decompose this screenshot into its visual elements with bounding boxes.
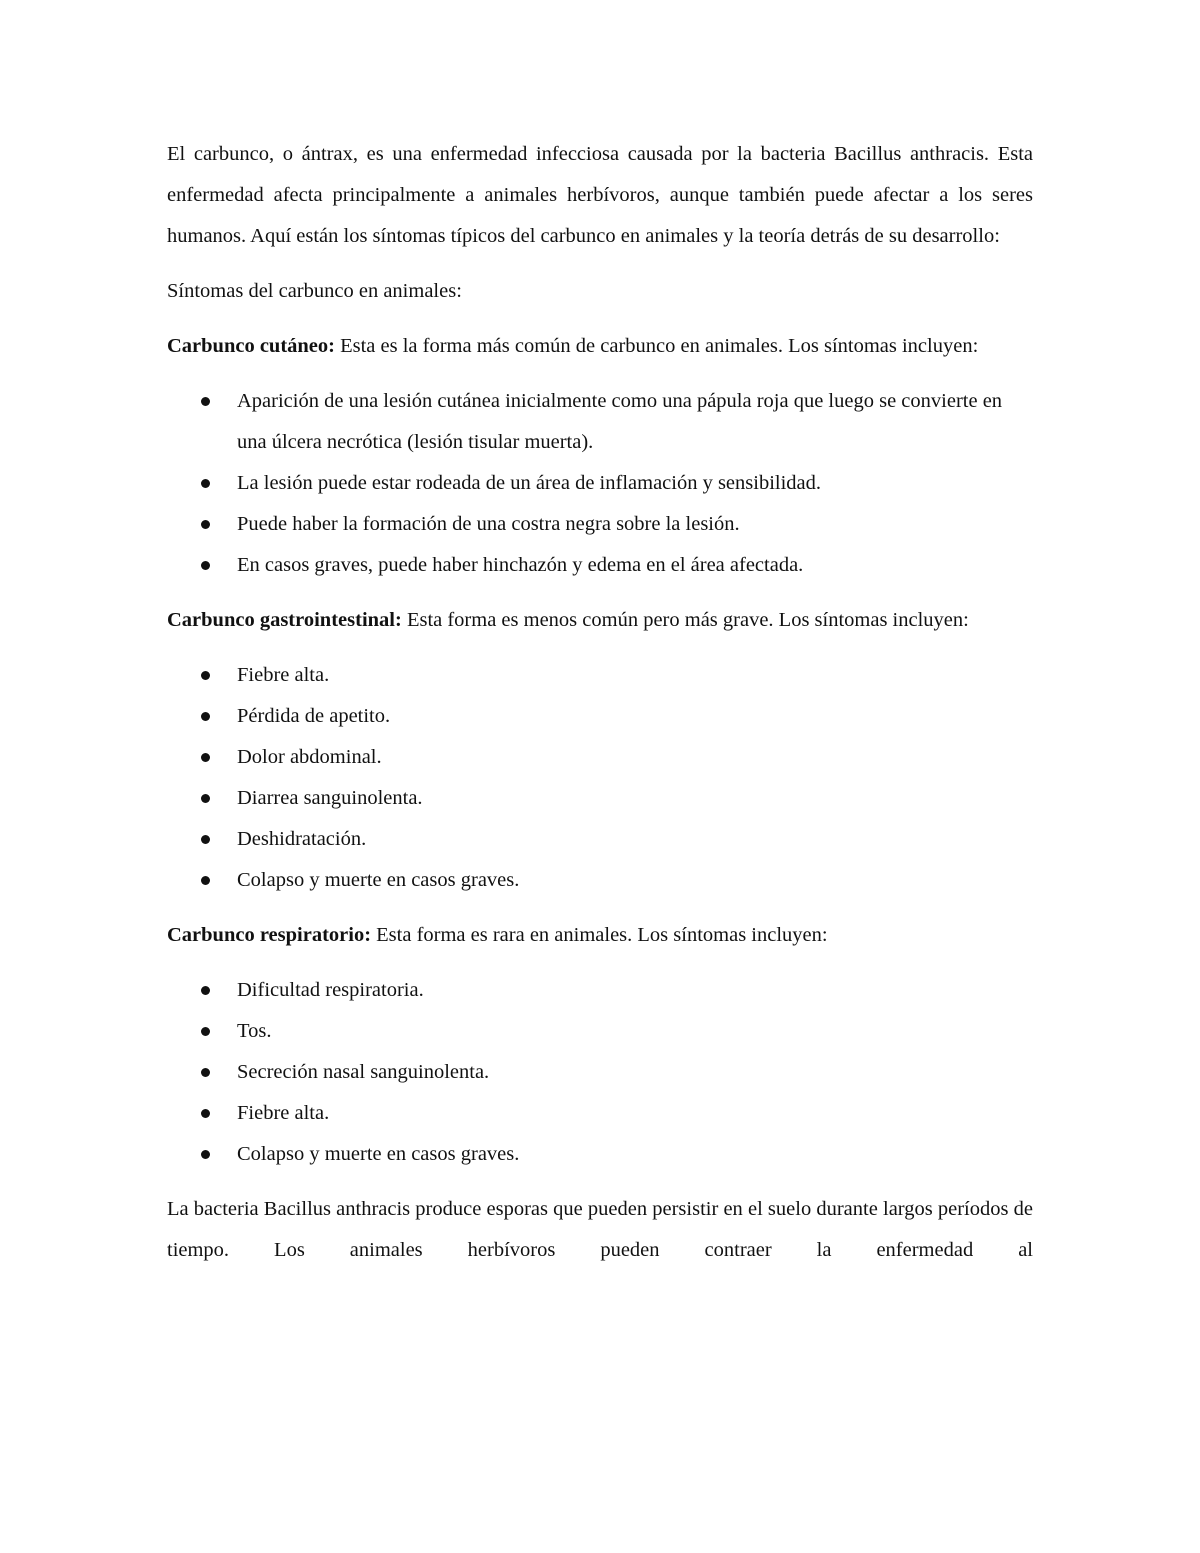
- list-item-text: La lesión puede estar rodeada de un área de inflamación y sensibilidad.: [237, 472, 822, 494]
- bullet-icon: [201, 1068, 210, 1077]
- bullet-icon: [201, 794, 210, 803]
- list-item: [167, 860, 1033, 901]
- bullet-icon: [201, 835, 210, 844]
- list-item: [167, 381, 1033, 463]
- gastro-list: [167, 655, 1033, 901]
- respiratorio-text: Esta forma es rara en animales. Los síntomas incluyen:: [371, 924, 828, 946]
- gastro-paragraph: [167, 600, 1033, 641]
- list-item: [167, 737, 1033, 778]
- list-item: [167, 463, 1033, 504]
- bullet-icon: [201, 561, 210, 570]
- bullet-icon: [201, 712, 210, 721]
- cutaneo-text: Esta es la forma más común de carbunco en animales. Los síntomas incluyen:: [334, 335, 979, 357]
- closing-paragraph: La bacteria Bacillus anthracis produce esporas que pueden persistir en el suelo durante largos períodos de tiempo. Los animales herbívoros pueden contraer la enfermedad al: [167, 1198, 1033, 1261]
- list-item: [167, 778, 1033, 819]
- list-item: [167, 545, 1033, 586]
- cutaneo-paragraph: [167, 326, 1033, 367]
- list-item-text: En casos graves, puede haber hinchazón y edema en el área afectada.: [237, 554, 804, 576]
- list-item: [167, 696, 1033, 737]
- respiratorio-paragraph: [167, 915, 1033, 956]
- gastro-text: Esta forma es menos común pero más grave. Los síntomas incluyen:: [401, 609, 969, 631]
- cutaneo-list: [167, 381, 1033, 586]
- list-item-text: Dificultad respiratoria.: [237, 979, 424, 1001]
- list-item-text: Diarrea sanguinolenta.: [237, 787, 423, 809]
- list-item-text: Aparición de una lesión cutánea inicialmente como una pápula roja que luego se convierte en una úlcera necrótica (lesión tisular muerta).: [237, 390, 1003, 453]
- list-item: [167, 970, 1033, 1011]
- document-page: [167, 134, 1033, 1285]
- bullet-icon: [201, 1027, 210, 1036]
- list-item-text: Fiebre alta.: [237, 664, 330, 686]
- gastro-title: Carbunco gastrointestinal:: [167, 609, 402, 631]
- list-item-text: Colapso y muerte en casos graves.: [237, 1143, 520, 1165]
- list-item: [167, 655, 1033, 696]
- intro-paragraph: El carbunco, o ántrax, es una enfermedad infecciosa causada por la bacteria Bacillus anthracis. Esta enfermedad afecta principalmente a animales herbívoros, aunque también puede afectar a los seres humanos. Aquí están los síntomas típicos del carbunco en animales y la teoría detrás de su desarrollo:: [167, 143, 1033, 247]
- list-item-text: Deshidratación.: [237, 828, 367, 850]
- list-item-text: Fiebre alta.: [237, 1102, 330, 1124]
- list-item-text: Puede haber la formación de una costra negra sobre la lesión.: [237, 513, 740, 535]
- bullet-icon: [201, 986, 210, 995]
- cutaneo-title: Carbunco cutáneo:: [167, 335, 335, 357]
- list-item-text: Pérdida de apetito.: [237, 705, 391, 727]
- bullet-icon: [201, 397, 210, 406]
- list-item-text: Secreción nasal sanguinolenta.: [237, 1061, 490, 1083]
- respiratorio-title: Carbunco respiratorio:: [167, 924, 372, 946]
- list-item-text: Tos.: [237, 1020, 272, 1042]
- list-item-text: Dolor abdominal.: [237, 746, 382, 768]
- list-item: [167, 1052, 1033, 1093]
- list-item: [167, 1011, 1033, 1052]
- list-item: [167, 1093, 1033, 1134]
- bullet-icon: [201, 520, 210, 529]
- list-item: [167, 504, 1033, 545]
- bullet-icon: [201, 1109, 210, 1118]
- respiratorio-list: [167, 970, 1033, 1175]
- bullet-icon: [201, 876, 210, 885]
- bullet-icon: [201, 479, 210, 488]
- bullet-icon: [201, 753, 210, 762]
- list-item: [167, 819, 1033, 860]
- list-item: [167, 1134, 1033, 1175]
- list-item-text: Colapso y muerte en casos graves.: [237, 869, 520, 891]
- symptoms-heading: Síntomas del carbunco en animales:: [167, 280, 462, 302]
- bullet-icon: [201, 1150, 210, 1159]
- bullet-icon: [201, 671, 210, 680]
